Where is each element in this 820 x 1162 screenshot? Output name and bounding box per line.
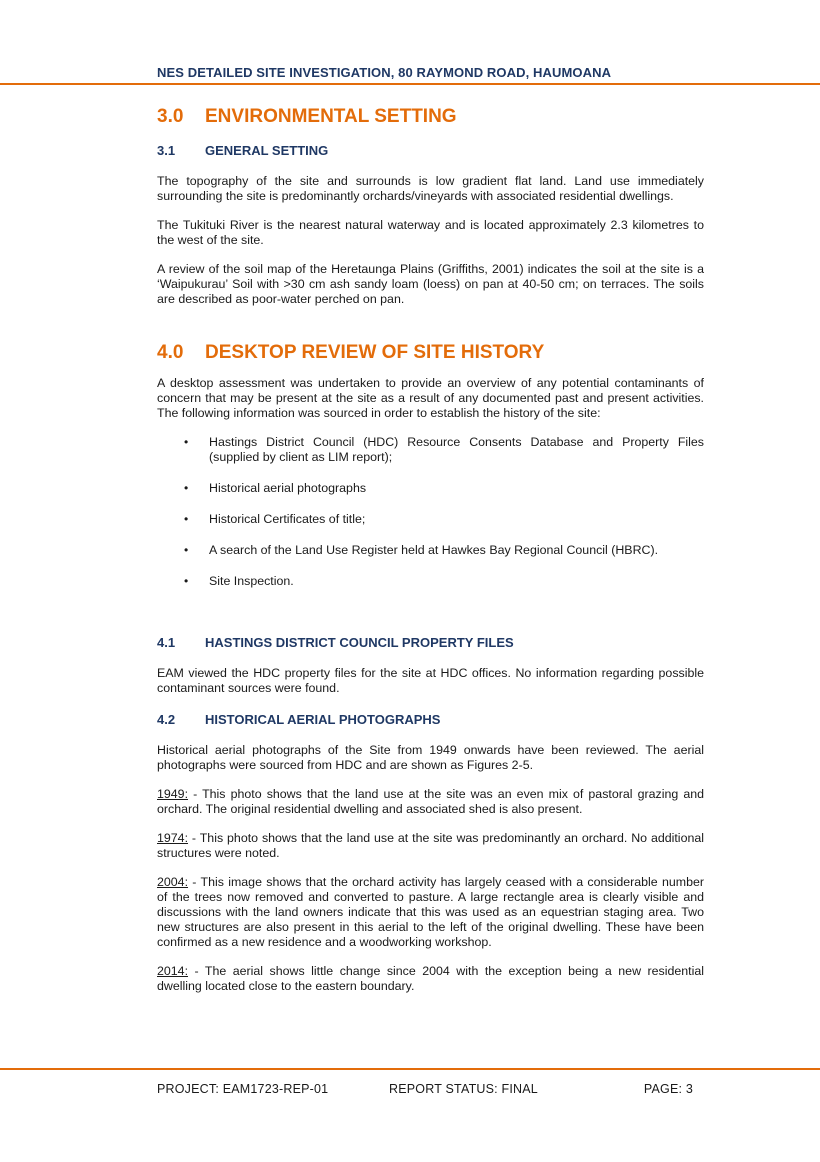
footer-project: PROJECT: EAM1723-REP-01 bbox=[157, 1082, 329, 1096]
section-4-title: DESKTOP REVIEW OF SITE HISTORY bbox=[205, 342, 545, 363]
section-3-number: 3.0 bbox=[157, 106, 184, 127]
section-4-2-title: HISTORICAL AERIAL PHOTOGRAPHS bbox=[205, 712, 441, 727]
section-4-heading bbox=[157, 342, 704, 364]
bullet-icon: • bbox=[184, 435, 189, 449]
page-content bbox=[157, 106, 704, 994]
aerial-entry-2014: 2014: - The aerial shows little change since 2004 with the exception being a new residential dwelling located close to the eastern boundary. bbox=[157, 964, 704, 993]
running-header: NES DETAILED SITE INVESTIGATION, 80 RAYMOND ROAD, HAUMOANA bbox=[157, 65, 612, 80]
paragraph-topography: The topography of the site and surrounds is low gradient flat land. Land use immediately surrounding the site is predominantly orchards/vineyards with associated residential dwellings. bbox=[157, 174, 704, 203]
bullet-icon: • bbox=[184, 481, 189, 495]
footer-rule bbox=[0, 1068, 820, 1070]
paragraph-desktop-intro: A desktop assessment was undertaken to provide an overview of any potential contaminants of concern that may be present at the site as a result of any documented past and present activities. The following information was sourced in order to establish the history of the site: bbox=[157, 376, 704, 420]
sources-list bbox=[157, 435, 704, 589]
section-4-1-heading bbox=[157, 635, 704, 650]
aerial-year: 2004: bbox=[157, 875, 189, 889]
section-4-1-number: 4.1 bbox=[157, 635, 176, 650]
paragraph-hdc-files: EAM viewed the HDC property files for the site at HDC offices. No information regarding possible contaminant sources were found. bbox=[157, 666, 704, 695]
paragraph-soil: A review of the soil map of the Heretaunga Plains (Griffiths, 2001) indicates the soil at the site is a ‘Waipukurau’ Soil with >30 cm ash sandy loam (loess) on pan at 40-50 cm; on terraces. The soils are described as poor-water perched on pan. bbox=[157, 262, 704, 306]
footer-page-number: PAGE: 3 bbox=[643, 1082, 693, 1096]
aerial-entry-2004: 2004: - This image shows that the orchard activity has largely ceased with a considerable number of the trees now removed and converted to pasture. A large rectangle area is clearly visible and discussions with the land owners indicate that this was used as an equestrian staging area. Two new structures are also present in this aerial to the left of the original dwelling. These have been confirmed as a new residence and a woodworking workshop. bbox=[157, 875, 704, 949]
paragraph-river: The Tukituki River is the nearest natural waterway and is located approximately 2.3 kilometres to the west of the site. bbox=[157, 218, 704, 247]
footer-status: REPORT STATUS: FINAL bbox=[389, 1082, 538, 1096]
aerial-entry-1949: 1949: - This photo shows that the land use at the site was an even mix of pastoral grazing and orchard. The original residential dwelling and associated shed is also present. bbox=[157, 787, 704, 816]
bullet-icon: • bbox=[184, 512, 189, 526]
list-item: • Historical aerial photographs bbox=[184, 481, 367, 495]
list-item: • Historical Certificates of title; bbox=[184, 512, 366, 526]
section-3-1-title: GENERAL SETTING bbox=[205, 143, 329, 158]
paragraph-aerial-intro: Historical aerial photographs of the Site from 1949 onwards have been reviewed. The aerial photographs were sourced from HDC and are shown as Figures 2-5. bbox=[157, 743, 704, 772]
list-item: • A search of the Land Use Register held at Hawkes Bay Regional Council (HBRC). bbox=[184, 543, 659, 557]
aerial-entry-1974: 1974: - This photo shows that the land use at the site was predominantly an orchard. No additional structures were noted. bbox=[157, 831, 704, 860]
aerial-year: 1949: bbox=[157, 787, 189, 801]
section-4-1-title: HASTINGS DISTRICT COUNCIL PROPERTY FILES bbox=[205, 635, 514, 650]
aerial-year: 1974: bbox=[157, 831, 189, 845]
section-4-number: 4.0 bbox=[157, 342, 184, 363]
bullet-icon: • bbox=[184, 543, 189, 557]
section-3-title: ENVIRONMENTAL SETTING bbox=[205, 106, 457, 127]
section-3-1-number: 3.1 bbox=[157, 143, 176, 158]
section-3-1-heading bbox=[157, 143, 704, 158]
bullet-icon: • bbox=[184, 574, 189, 588]
section-4-2-heading bbox=[157, 712, 704, 727]
aerial-year: 2014: bbox=[157, 964, 189, 978]
section-4-2-number: 4.2 bbox=[157, 712, 176, 727]
list-item: • Site Inspection. bbox=[184, 574, 294, 588]
section-3-heading bbox=[157, 106, 704, 128]
list-item: • Hastings District Council (HDC) Resource Consents Database and Property Files (supplied by client as LIM report); bbox=[184, 435, 704, 464]
header-rule bbox=[0, 83, 820, 85]
